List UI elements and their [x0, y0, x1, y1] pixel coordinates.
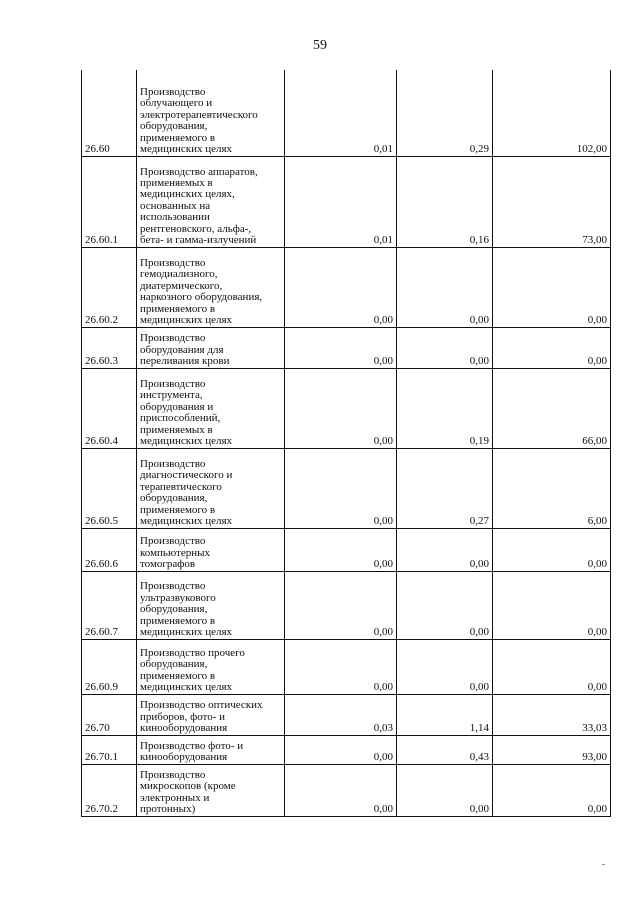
table-row	[82, 694, 611, 735]
table-row	[82, 571, 611, 639]
name-cell: Производство оборудования для переливания крови	[137, 327, 285, 368]
name-cell: Производство компьютерных томографов	[137, 528, 285, 571]
name-cell: Производство аппаратов, применяемых в медицинских целях, основанных на использовании рентгеновского, альфа-, бета- и гамма-излучений	[137, 156, 285, 247]
value-3-cell: 0,00	[493, 528, 611, 571]
code-cell: 26.60.3	[82, 327, 137, 368]
code-cell: 26.60.9	[82, 639, 137, 694]
value-3-cell: 6,00	[493, 448, 611, 528]
name-cell: Производство диагностического и терапевтического оборудования, применяемого в медицинских целях	[137, 448, 285, 528]
table-row	[82, 327, 611, 368]
table-row	[82, 764, 611, 816]
scan-mark	[602, 864, 605, 865]
value-2-cell: 0,00	[397, 528, 493, 571]
name-cell: Производство облучающего и электротерапевтического оборудования, применяемого в медицинских целях	[137, 70, 285, 156]
value-3-cell: 0,00	[493, 764, 611, 816]
code-cell: 26.70.1	[82, 735, 137, 764]
table-row	[82, 448, 611, 528]
name-cell: Производство гемодиализного, диатермического, наркозного оборудования, применяемого в медицинских целях	[137, 247, 285, 327]
code-cell: 26.60.7	[82, 571, 137, 639]
value-2-cell: 0,00	[397, 247, 493, 327]
value-3-cell: 0,00	[493, 327, 611, 368]
code-cell: 26.60.2	[82, 247, 137, 327]
table-body	[82, 70, 611, 816]
name-cell: Производство оптических приборов, фото- и кинооборудования	[137, 694, 285, 735]
value-2-cell: 0,00	[397, 764, 493, 816]
page-number: 59	[313, 38, 327, 53]
table-row	[82, 735, 611, 764]
value-3-cell: 73,00	[493, 156, 611, 247]
value-1-cell: 0,03	[285, 694, 397, 735]
value-3-cell: 66,00	[493, 368, 611, 448]
value-1-cell: 0,00	[285, 368, 397, 448]
value-1-cell: 0,00	[285, 327, 397, 368]
code-cell: 26.60	[82, 70, 137, 156]
value-2-cell: 0,00	[397, 571, 493, 639]
code-cell: 26.70	[82, 694, 137, 735]
value-3-cell: 0,00	[493, 639, 611, 694]
value-1-cell: 0,00	[285, 735, 397, 764]
value-1-cell: 0,00	[285, 764, 397, 816]
value-2-cell: 0,19	[397, 368, 493, 448]
value-2-cell: 0,29	[397, 70, 493, 156]
name-cell: Производство ультразвукового оборудования, применяемого в медицинских целях	[137, 571, 285, 639]
table-row	[82, 247, 611, 327]
table-row	[82, 368, 611, 448]
code-cell: 26.60.1	[82, 156, 137, 247]
value-1-cell: 0,01	[285, 70, 397, 156]
table-row	[82, 639, 611, 694]
code-cell: 26.60.6	[82, 528, 137, 571]
value-1-cell: 0,00	[285, 247, 397, 327]
value-3-cell: 33,03	[493, 694, 611, 735]
value-1-cell: 0,00	[285, 448, 397, 528]
table-row	[82, 70, 611, 156]
value-3-cell: 93,00	[493, 735, 611, 764]
value-2-cell: 0,00	[397, 639, 493, 694]
name-cell: Производство прочего оборудования, применяемого в медицинских целях	[137, 639, 285, 694]
name-cell: Производство микроскопов (кроме электронных и протонных)	[137, 764, 285, 816]
table-row	[82, 528, 611, 571]
value-1-cell: 0,00	[285, 639, 397, 694]
value-3-cell: 102,00	[493, 70, 611, 156]
name-cell: Производство инструмента, оборудования и приспособлений, применяемых в медицинских целях	[137, 368, 285, 448]
value-1-cell: 0,00	[285, 528, 397, 571]
value-3-cell: 0,00	[493, 571, 611, 639]
value-3-cell: 0,00	[493, 247, 611, 327]
table-row	[82, 156, 611, 247]
value-1-cell: 0,01	[285, 156, 397, 247]
code-cell: 26.60.5	[82, 448, 137, 528]
value-2-cell: 0,43	[397, 735, 493, 764]
value-2-cell: 0,16	[397, 156, 493, 247]
value-2-cell: 1,14	[397, 694, 493, 735]
value-2-cell: 0,27	[397, 448, 493, 528]
value-1-cell: 0,00	[285, 571, 397, 639]
value-2-cell: 0,00	[397, 327, 493, 368]
name-cell: Производство фото- и кинооборудования	[137, 735, 285, 764]
code-cell: 26.70.2	[82, 764, 137, 816]
data-table	[81, 70, 611, 817]
code-cell: 26.60.4	[82, 368, 137, 448]
